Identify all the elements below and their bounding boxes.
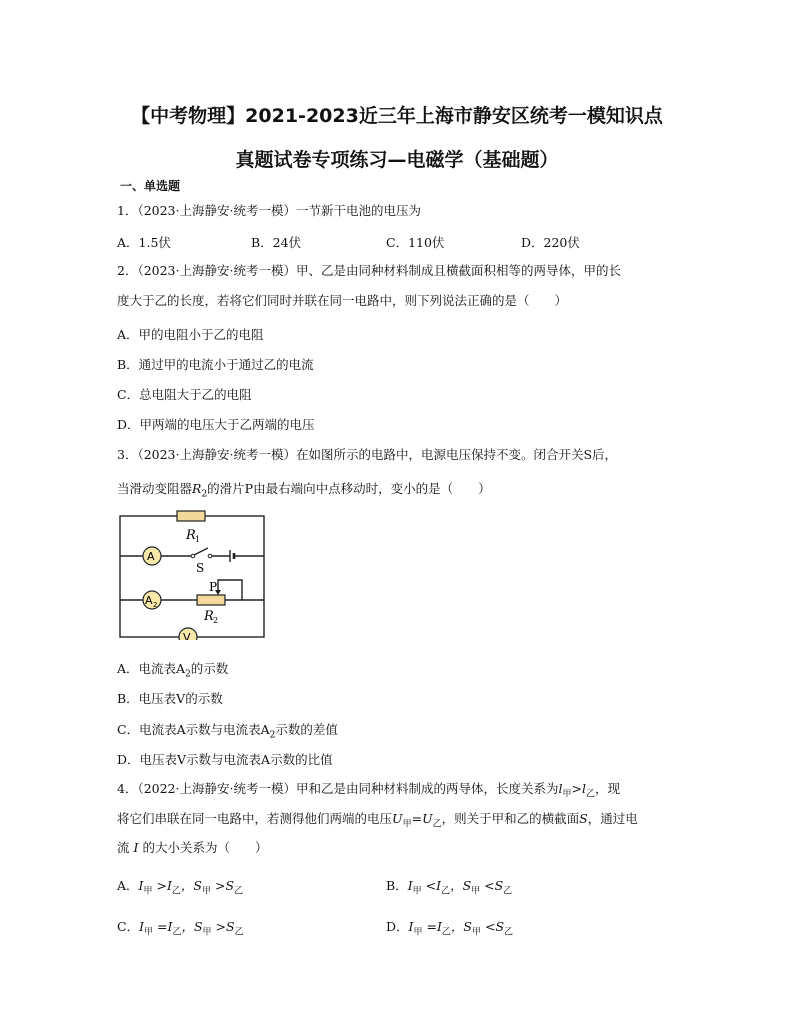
expr-symbol: I (407, 878, 413, 893)
q3-option-a-pre: A．电流表A (117, 661, 186, 676)
q4-option-a-expr (138, 878, 244, 897)
expr-subscript: 甲 (202, 927, 212, 938)
q4-stem2-pre: 将它们串联在同一电路中，若测得他们两端的电压 (117, 811, 393, 826)
q4-stem-line-3 (117, 840, 267, 856)
q4-option-c-label: C． (117, 919, 140, 934)
q3-stem-r-sub: 2 (201, 489, 208, 500)
q2-stem-line-2: 度大于乙的长度，若将它们同时并联在同一电路中，则下列说法正确的是（ ） (117, 293, 568, 308)
switch-s (194, 548, 208, 555)
expr-symbol: ，S (450, 919, 472, 934)
expr-symbol: <S (481, 919, 505, 934)
ammeter-a2-label: A (145, 594, 153, 607)
q4-option-c (117, 917, 244, 938)
expr-subscript: 甲 (201, 886, 211, 897)
q1-option-d: D．220伏 (521, 235, 580, 250)
expr-subscript: 乙 (441, 886, 451, 897)
expr-symbol: >I (152, 878, 172, 893)
expr-symbol: =I (422, 919, 442, 934)
q4-option-d-label: D． (386, 919, 409, 934)
expr-symbol: I (138, 878, 144, 893)
q4-option-a-label: A． (117, 878, 139, 893)
q4-stem2-u2: U (422, 811, 433, 826)
q4-stem1-post: ，现 (594, 781, 620, 796)
expr-symbol: ，S (180, 878, 202, 893)
q4-option-d-expr (408, 919, 514, 938)
ammeter-a-label: A (147, 550, 155, 563)
q1-option-a: A．1.5伏 (117, 235, 171, 250)
circuit-diagram (112, 508, 272, 640)
q3-option-b: B．电压表V的示数 (117, 691, 223, 706)
q4-stem2-post: ，则关于甲和乙的横截面 (441, 811, 580, 826)
r1-label-sub: 1 (195, 535, 201, 544)
q4-stem3-pre: 流 (117, 840, 130, 855)
expr-symbol: I (408, 919, 414, 934)
q3-option-a-sub: 2 (185, 669, 191, 680)
q2-stem-line-1: 2．（2023·上海静安·统考一模）甲、乙是由同种材料制成且横截面积相等的两导体，甲的长 (117, 263, 621, 278)
q1-option-b: B．24伏 (251, 235, 302, 250)
expr-subscript: 乙 (441, 927, 451, 938)
expr-subscript: 乙 (234, 886, 244, 897)
q4-stem2-s: S (579, 811, 588, 826)
switch-label: S (196, 561, 205, 575)
q3-stem-r-symbol: R (192, 481, 202, 496)
ammeter-a2-label-sub: 2 (153, 601, 158, 609)
q3-stem-text-pre: 当滑动变阻器 (117, 481, 193, 496)
expr-subscript: 甲 (471, 927, 481, 938)
q1-option-c: C．110伏 (386, 235, 445, 250)
expr-symbol: ，S (450, 878, 472, 893)
q3-stem-line-2 (117, 481, 491, 503)
q3-option-c-sub: 2 (269, 730, 276, 741)
q4-stem-line-2 (117, 811, 638, 833)
q4-stem2-u1: U (392, 811, 403, 826)
q4-stem2-s1: 甲 (402, 819, 412, 830)
q4-option-c-expr (139, 919, 244, 938)
expr-subscript: 乙 (172, 927, 182, 938)
q2-option-b: B．通过甲的电流小于通过乙的电流 (117, 357, 314, 372)
q3-option-d: D．电压表V示数与电流表A示数的比值 (117, 752, 333, 767)
resistor-r1 (177, 511, 205, 521)
expr-subscript: 甲 (144, 927, 154, 938)
expr-symbol: <S (480, 878, 504, 893)
q4-stem1-s1: 甲 (562, 789, 572, 800)
q4-stem1-l1: l (558, 781, 563, 796)
r2-label-sub: 2 (213, 616, 219, 625)
q3-option-c-post: 示数的差值 (275, 722, 338, 737)
q4-stem1-gt: > (571, 781, 582, 796)
expr-subscript: 乙 (171, 886, 181, 897)
q3-stem-text-post: 的滑片P由最右端向中点移动时，变小的是（ ） (207, 481, 491, 496)
q3-stem-line-1: 3．（2023·上海静安·统考一模）在如图所示的电路中，电源电压保持不变。闭合开关S后， (117, 447, 618, 462)
expr-subscript: 乙 (504, 927, 514, 938)
q4-option-a (117, 876, 243, 897)
expr-symbol: I (139, 919, 145, 934)
q4-stem-line-1 (117, 781, 620, 803)
q4-stem2-eq: = (411, 811, 423, 826)
q3-option-a (117, 659, 228, 680)
page-title-line-1: 【中考物理】2021-2023近三年上海市静安区统考一模知识点 (131, 105, 663, 127)
q2-option-d: D．甲两端的电压大于乙两端的电压 (117, 417, 315, 432)
slider-label: P (209, 580, 218, 594)
expr-symbol: <I (421, 878, 442, 893)
q4-stem2-end: ，通过电 (587, 811, 638, 826)
q4-stem2-s2: 乙 (432, 819, 442, 830)
expr-subscript: 乙 (234, 927, 244, 938)
q3-option-c-pre: C．电流表A示数与电流表A (117, 722, 270, 737)
q4-stem3-post: 的大小关系为（ ） (142, 840, 268, 855)
r2-label: R (204, 609, 214, 624)
q2-option-c: C．总电阻大于乙的电阻 (117, 387, 252, 402)
q3-option-c (117, 720, 338, 741)
q3-option-a-post: 的示数 (190, 661, 229, 676)
expr-symbol: ，S (181, 919, 203, 934)
q4-stem1-l2: l (581, 781, 586, 796)
resistor-r2 (197, 595, 225, 605)
r1-label: R (186, 528, 196, 543)
q4-option-d (386, 917, 513, 938)
expr-symbol: >S (211, 878, 235, 893)
expr-symbol: =I (153, 919, 173, 934)
section-heading: 一、单选题 (120, 179, 181, 193)
expr-symbol: >S (211, 919, 235, 934)
q2-option-a: A．甲的电阻小于乙的电阻 (117, 327, 264, 342)
q4-stem3-i: I (133, 840, 139, 855)
q4-stem1-s2: 乙 (585, 789, 595, 800)
expr-subscript: 甲 (143, 886, 153, 897)
q4-option-b (386, 876, 512, 897)
expr-subscript: 乙 (503, 886, 513, 897)
q1-stem: 1．（2023·上海静安·统考一模）一节新干电池的电压为 (117, 203, 421, 218)
expr-subscript: 甲 (412, 886, 422, 897)
q4-option-b-label: B． (386, 878, 408, 893)
page-title-line-2: 真题试卷专项练习—电磁学（基础题） (235, 149, 559, 171)
q4-stem1-pre: 4．（2022·上海静安·统考一模）甲和乙是由同种材料制成的两导体，长度关系为 (117, 781, 559, 796)
expr-subscript: 甲 (413, 927, 423, 938)
voltmeter-label: V (183, 631, 191, 640)
expr-subscript: 甲 (471, 886, 481, 897)
q4-option-b-expr (407, 878, 513, 897)
